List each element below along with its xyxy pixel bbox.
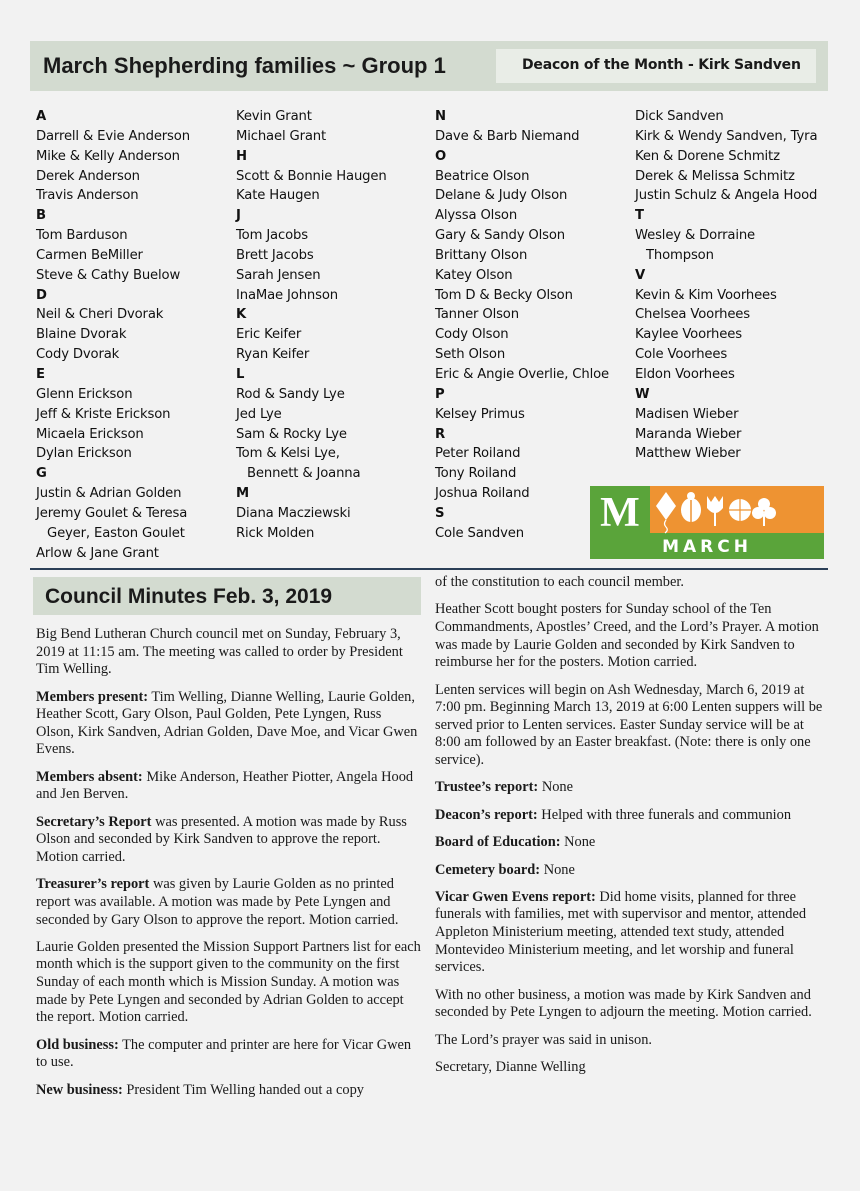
alphabet-heading: A [36, 109, 47, 124]
alphabet-heading: O [435, 148, 447, 164]
minutes-paragraph [435, 1059, 827, 1077]
family-name: Wesley & Dorraine [635, 228, 756, 244]
minutes-paragraph [36, 1082, 422, 1100]
family-column-1 [36, 107, 190, 563]
minutes-paragraph [36, 626, 422, 679]
minutes-column-left [36, 626, 422, 1109]
council-minutes-title: Council Minutes Feb. 3, 2019 [45, 585, 333, 608]
family-name: Eric & Angie Overlie, Chloe [435, 366, 609, 382]
section-divider [30, 568, 828, 570]
family-name: Kaylee Voorhees [635, 327, 742, 343]
family-name: Carmen BeMiller [36, 247, 143, 263]
alphabet-heading: D [36, 287, 47, 303]
minutes-text: None [560, 834, 596, 851]
family-name: Ryan Keifer [236, 347, 310, 363]
family-name: InaMae Johnson [236, 287, 338, 303]
minutes-paragraph [435, 889, 827, 977]
minutes-heading: Vicar Gwen Evens report: [435, 888, 596, 905]
family-name: Dick Sandven [635, 109, 724, 124]
family-name: Michael Grant [236, 128, 327, 144]
family-name: Brett Jacobs [236, 247, 314, 263]
family-name: Derek Anderson [36, 168, 140, 184]
minutes-paragraph [435, 682, 827, 770]
minutes-heading: Board of Education: [435, 834, 561, 851]
family-name: Tom D & Becky Olson [435, 287, 573, 303]
minutes-paragraph [435, 601, 827, 671]
minutes-paragraph [435, 987, 827, 1022]
family-name: Cole Sandven [435, 525, 524, 541]
minutes-text: Laurie Golden presented the Mission Support Partners list for each month which is the support given to the community on the first Sunday of each month which is Mission Sunday. A motion was made by Pete Lyngen and seconded by Adrian Golden to accept the report. Motion carried. [36, 938, 421, 1026]
deacon-of-month-box [496, 49, 816, 83]
family-name: Joshua Roiland [435, 486, 530, 502]
alphabet-heading: N [435, 109, 446, 124]
minutes-paragraph [36, 1037, 422, 1072]
minutes-paragraph [36, 939, 422, 1027]
page-title: March Shepherding families ~ Group 1 [43, 53, 446, 78]
alphabet-heading: S [435, 505, 445, 521]
family-name: Seth Olson [435, 347, 506, 363]
family-name: Dylan Erickson [36, 446, 132, 462]
family-name: Brittany Olson [435, 247, 528, 263]
minutes-text: The computer and printer are here for Vicar Gwen to use. [36, 1036, 412, 1071]
minutes-text: Tim Welling, Dianne Welling, Laurie Golden, Heather Scott, Gary Olson, Paul Golden, Pete Lyngen, Russ Olson, Kirk Sandven, Adrian Golden, Dave Moe, and Vicar Gwen Evens. [36, 688, 418, 758]
family-name: Tanner Olson [435, 307, 519, 323]
minutes-heading: Members present: [36, 688, 149, 705]
minutes-heading: Members absent: [36, 768, 143, 785]
family-name: Kevin Grant [236, 109, 312, 124]
minutes-paragraph [36, 689, 422, 759]
family-name: Sarah Jensen [236, 267, 321, 283]
family-name: Cody Dvorak [36, 347, 120, 363]
alphabet-heading: M [236, 486, 249, 502]
logo-march-word: MARCH [662, 537, 752, 557]
family-name: Eric Keifer [236, 327, 302, 343]
logo-big-letter: M [600, 490, 640, 536]
basketball-icon [729, 499, 751, 521]
alphabet-heading: R [435, 426, 446, 442]
family-column-4 [635, 107, 817, 464]
family-name: Alyssa Olson [435, 208, 518, 224]
family-name: Tom Jacobs [236, 228, 308, 244]
alphabet-heading: L [236, 366, 245, 382]
family-name: Gary & Sandy Olson [435, 228, 566, 244]
minutes-text: None [540, 861, 575, 878]
family-name: Kate Haugen [236, 188, 320, 204]
family-name: Kirk & Wendy Sandven, Tyra [635, 128, 818, 144]
family-name: Cole Voorhees [635, 347, 728, 363]
alphabet-heading: P [435, 386, 445, 402]
family-name: Darrell & Evie Anderson [36, 128, 190, 144]
minutes-heading: Cemetery board: [435, 861, 541, 878]
family-name: Chelsea Voorhees [635, 307, 750, 323]
alphabet-heading: H [236, 148, 247, 164]
family-name: Tony Roiland [435, 466, 517, 482]
family-name: Jed Lye [236, 406, 282, 422]
alphabet-heading: E [36, 366, 45, 382]
minutes-paragraph [36, 814, 422, 867]
minutes-text: The Lord’s prayer was said in unison. [435, 1031, 653, 1048]
family-name: Ken & Dorene Schmitz [635, 148, 780, 164]
family-column-3 [435, 107, 609, 544]
council-minutes-banner [33, 577, 421, 615]
family-name: Beatrice Olson [435, 168, 530, 184]
family-name: Scott & Bonnie Haugen [236, 168, 387, 184]
minutes-paragraph [435, 1032, 827, 1050]
family-column-2 [236, 107, 387, 544]
alphabet-heading: W [635, 386, 650, 402]
family-name: Bennett & Joanna [247, 466, 361, 482]
family-name: Geyer, Easton Goulet [47, 525, 185, 541]
minutes-text: Big Bend Lutheran Church council met on Sunday, February 3, 2019 at 11:15 am. The meeting was called to order by President Tim Welling. [36, 626, 403, 678]
march-logo [590, 486, 824, 559]
minutes-text: With no other business, a motion was made by Kirk Sandven and seconded by Pete Lyngen to adjourn the meeting. Motion carried. [435, 986, 812, 1021]
family-name: Micaela Erickson [36, 426, 144, 442]
shepherding-header-banner [30, 41, 828, 91]
family-name: Jeremy Goulet & Teresa [36, 505, 188, 521]
family-name: Thompson [646, 247, 714, 263]
minutes-paragraph [435, 574, 827, 592]
family-name: Jeff & Kriste Erickson [36, 406, 171, 422]
family-name: Mike & Kelly Anderson [36, 148, 180, 164]
minutes-paragraph [435, 779, 827, 797]
family-name: Kelsey Primus [435, 406, 525, 422]
family-name: Glenn Erickson [36, 386, 133, 402]
family-name: Eldon Voorhees [635, 366, 735, 382]
family-name: Delane & Judy Olson [435, 188, 568, 204]
family-name: Matthew Wieber [635, 446, 741, 462]
alphabet-heading: B [36, 208, 46, 224]
family-name: Justin Schulz & Angela Hood [635, 188, 818, 204]
minutes-text: was given by Laurie Golden as no printed report was available. A motion was made by Pete Lyngen and seconded by Gary Olson to approve the report. Motion carried. [36, 876, 399, 928]
minutes-text: was presented. A motion was made by Russ Olson and seconded by Kirk Sandven to approve the report. Motion carried. [36, 813, 407, 865]
family-name: Dave & Barb Niemand [435, 128, 580, 144]
family-name: Cody Olson [435, 327, 509, 343]
family-name: Arlow & Jane Grant [36, 545, 159, 561]
family-name: Peter Roiland [435, 446, 521, 462]
family-name: Rod & Sandy Lye [236, 386, 345, 402]
family-name: Rick Molden [236, 525, 315, 541]
minutes-heading: New business: [36, 1081, 123, 1098]
family-name: Madisen Wieber [635, 406, 739, 422]
family-name: Neil & Cheri Dvorak [36, 307, 164, 323]
family-name: Tom & Kelsi Lye, [236, 446, 340, 462]
minutes-column-right [435, 574, 827, 1086]
deacon-of-month-label: Deacon of the Month - Kirk Sandven [522, 57, 801, 73]
minutes-text: None [538, 779, 574, 796]
minutes-paragraph [36, 876, 422, 929]
minutes-heading: Trustee’s report: [435, 779, 539, 796]
minutes-heading: Secretary’s Report [36, 813, 152, 830]
minutes-paragraph [435, 834, 827, 852]
minutes-heading: Deacon’s report: [435, 806, 538, 823]
minutes-heading: Treasurer’s report [36, 876, 150, 893]
minutes-text: President Tim Welling handed out a copy [122, 1081, 364, 1098]
minutes-text: Did home visits, planned for three funerals with families, met with supervisor and mentor, attended Appleton Ministerium meeting, attended text study, attended Montevideo Ministerium meeting, and let worship and funeral services. [435, 888, 807, 976]
alphabet-heading: J [236, 208, 241, 224]
alphabet-heading: G [36, 466, 47, 482]
family-name: Travis Anderson [36, 188, 139, 204]
minutes-paragraph [435, 862, 827, 880]
minutes-paragraph [36, 769, 422, 804]
family-name: Steve & Cathy Buelow [36, 267, 181, 283]
minutes-text: Heather Scott bought posters for Sunday school of the Ten Commandments, Apostles’ Creed, and the Lord’s Prayer. A motion was made by Laurie Golden and seconded by Kirk Sandven to reimburse her for the posters. Motion carried. [435, 601, 819, 671]
alphabet-heading: K [236, 307, 247, 323]
family-name: Kevin & Kim Voorhees [635, 287, 777, 303]
family-name: Maranda Wieber [635, 426, 742, 442]
family-name: Tom Barduson [36, 228, 128, 244]
family-name: Derek & Melissa Schmitz [635, 168, 795, 184]
minutes-text: Mike Anderson, Heather Piotter, Angela Hood and Jen Berven. [36, 768, 414, 803]
alphabet-heading: T [635, 208, 644, 224]
family-name: Katey Olson [435, 267, 513, 283]
family-name: Justin & Adrian Golden [36, 486, 182, 502]
minutes-paragraph [435, 807, 827, 825]
family-name: Sam & Rocky Lye [236, 426, 347, 442]
minutes-text: Secretary, Dianne Welling [435, 1059, 586, 1076]
family-name: Diana Macziewski [236, 505, 351, 521]
minutes-heading: Old business: [36, 1036, 119, 1053]
minutes-text: Helped with three funerals and communion [537, 806, 792, 823]
alphabet-heading: V [635, 267, 646, 283]
minutes-text: of the constitution to each council member. [435, 574, 684, 590]
minutes-text: Lenten services will begin on Ash Wednesday, March 6, 2019 at 7:00 pm. Beginning March 13, 2019 at 6:00 Lenten suppers will be served prior to Lenten services. Easter Sunday service will be at 8:00 am followed by an Easter breakfast. (Note: there is only one service). [435, 681, 823, 768]
family-name: Blaine Dvorak [36, 327, 127, 343]
